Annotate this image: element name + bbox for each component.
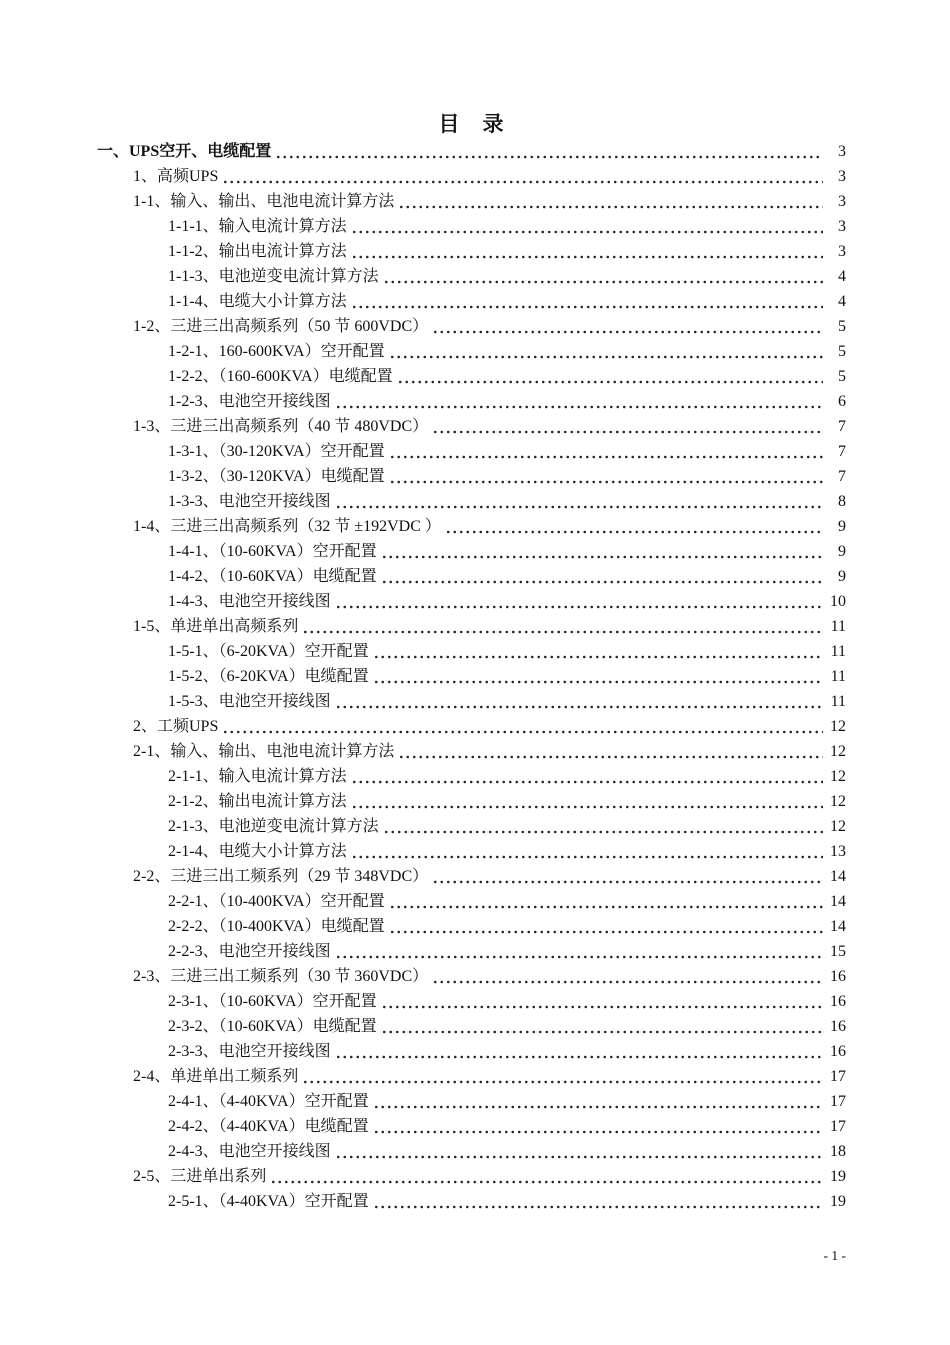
toc-entry-label: 1-1、输入、输出、电池电流计算方法	[133, 193, 395, 210]
dot-leader	[275, 155, 823, 159]
toc-entry-page: 3	[838, 143, 846, 160]
toc-entry	[97, 1189, 846, 1214]
toc-entry-label: 1-3-3、电池空开接线图	[168, 493, 331, 510]
dot-leader	[373, 680, 823, 684]
toc-entry-label: 2-2-2、（10-400KVA）电缆配置	[168, 918, 385, 935]
toc-entry-label: 1-3、三进三出高频系列（40 节 480VDC）	[133, 418, 429, 435]
toc-entry-page: 13	[830, 843, 846, 860]
toc-entry-label: 2-3-2、（10-60KVA）电缆配置	[168, 1018, 377, 1035]
toc-entry-label: 2-3-3、电池空开接线图	[168, 1043, 331, 1060]
toc-entry-label: 1-5、单进单出高频系列	[133, 618, 299, 635]
toc-entry	[97, 614, 846, 639]
toc-entry-page: 12	[830, 818, 846, 835]
dot-leader	[383, 830, 823, 834]
toc-entry	[97, 864, 846, 889]
dot-leader	[335, 705, 823, 709]
toc-entry-label: 1-5-1、（6-20KVA）空开配置	[168, 643, 369, 660]
dot-leader	[397, 380, 823, 384]
toc-entry-label: 1-5-2、（6-20KVA）电缆配置	[168, 668, 369, 685]
dot-leader	[302, 1080, 823, 1084]
dot-leader	[270, 1180, 823, 1184]
toc-entry-page: 9	[838, 543, 846, 560]
toc-entry	[97, 939, 846, 964]
toc-entry	[97, 564, 846, 589]
toc-entry-label: 1-4-2、（10-60KVA）电缆配置	[168, 568, 377, 585]
toc-entry-page: 19	[830, 1168, 846, 1185]
toc-entry	[97, 489, 846, 514]
toc-entry-label: 2、工频UPS	[133, 718, 219, 735]
toc-entry-page: 4	[838, 293, 846, 310]
toc-entry	[97, 264, 846, 289]
dot-leader	[373, 1205, 823, 1209]
dot-leader	[389, 455, 823, 459]
toc-entry-page: 7	[838, 443, 846, 460]
toc-entry-page: 17	[830, 1118, 846, 1135]
dot-leader	[373, 1105, 823, 1109]
dot-leader	[432, 430, 823, 434]
dot-leader	[351, 255, 823, 259]
dot-leader	[351, 855, 823, 859]
toc-entry-page: 5	[838, 318, 846, 335]
toc-entry	[97, 164, 846, 189]
toc-entry-label: 2-5、三进单出系列	[133, 1168, 267, 1185]
toc-entry-page: 9	[838, 518, 846, 535]
toc-entry-page: 12	[830, 793, 846, 810]
toc-entry	[97, 389, 846, 414]
toc-entry-label: 1-5-3、电池空开接线图	[168, 693, 331, 710]
toc-entry-page: 12	[830, 718, 846, 735]
toc-entry-label: 1、高频UPS	[133, 168, 219, 185]
toc-entry-label: 2-3、三进三出工频系列（30 节 360VDC）	[133, 968, 429, 985]
toc-entry-page: 16	[830, 1018, 846, 1035]
dot-leader	[381, 1030, 823, 1034]
toc-entry	[97, 764, 846, 789]
toc-entry	[97, 1064, 846, 1089]
toc-entry-page: 3	[838, 218, 846, 235]
toc-entry	[97, 739, 846, 764]
dot-leader	[389, 355, 823, 359]
toc-entry-label: 2-4-3、电池空开接线图	[168, 1143, 331, 1160]
toc-entry-page: 17	[830, 1068, 846, 1085]
toc-entry-label: 1-4-1、（10-60KVA）空开配置	[168, 543, 377, 560]
toc-entry-label: 2-4、单进单出工频系列	[133, 1068, 299, 1085]
toc-entry-page: 7	[838, 468, 846, 485]
toc-entry	[97, 814, 846, 839]
toc-entry-label: 1-2-1、160-600KVA）空开配置	[168, 343, 385, 360]
toc-entry-page: 12	[830, 743, 846, 760]
dot-leader	[335, 955, 823, 959]
dot-leader	[335, 1155, 823, 1159]
toc-entry-label: 2-1、输入、输出、电池电流计算方法	[133, 743, 395, 760]
dot-leader	[335, 1055, 823, 1059]
toc-entry-page: 4	[838, 268, 846, 285]
toc-entry-page: 6	[838, 393, 846, 410]
toc-entry	[97, 1089, 846, 1114]
toc-entry-page: 17	[830, 1093, 846, 1110]
dot-leader	[432, 880, 823, 884]
dot-leader	[335, 605, 823, 609]
toc-entry	[97, 1014, 846, 1039]
toc-entry-label: 1-2、三进三出高频系列（50 节 600VDC）	[133, 318, 429, 335]
toc-entry-label: 1-3-2、（30-120KVA）电缆配置	[168, 468, 385, 485]
toc-entry-label: 2-1-3、电池逆变电流计算方法	[168, 818, 379, 835]
toc-entry-label: 2-3-1、（10-60KVA）空开配置	[168, 993, 377, 1010]
toc-entry	[97, 514, 846, 539]
toc-entry	[97, 989, 846, 1014]
dot-leader	[432, 330, 823, 334]
toc-entry-page: 11	[830, 618, 846, 635]
toc-entry-label: 1-4-3、电池空开接线图	[168, 593, 331, 610]
toc-entry-label: 2-2-1、（10-400KVA）空开配置	[168, 893, 385, 910]
toc-entry	[97, 439, 846, 464]
toc-entry-page: 9	[838, 568, 846, 585]
dot-leader	[381, 1005, 823, 1009]
toc-entry-page: 19	[830, 1193, 846, 1210]
toc-entry-page: 16	[830, 993, 846, 1010]
toc-entry-label: 1-1-2、输出电流计算方法	[168, 243, 347, 260]
dot-leader	[351, 780, 823, 784]
toc-entry-page: 8	[838, 493, 846, 510]
toc-entry-label: 2-4-2、（4-40KVA）电缆配置	[168, 1118, 369, 1135]
toc-entry-label: 2-1-1、输入电流计算方法	[168, 768, 347, 785]
page-number-footer: - 1 -	[823, 1248, 846, 1263]
toc-entry-page: 7	[838, 418, 846, 435]
toc-entry	[97, 689, 846, 714]
toc-entry	[97, 464, 846, 489]
dot-leader	[373, 655, 823, 659]
toc-entry-label: 1-1-4、电缆大小计算方法	[168, 293, 347, 310]
dot-leader	[398, 205, 823, 209]
toc-entry-label: 2-2、三进三出工频系列（29 节 348VDC）	[133, 868, 429, 885]
toc-entry	[97, 239, 846, 264]
toc-entry	[97, 1114, 846, 1139]
toc-entry	[97, 139, 846, 164]
toc-entry	[97, 189, 846, 214]
toc-entry	[97, 1164, 846, 1189]
toc-entry-page: 3	[838, 243, 846, 260]
toc-entry-page: 3	[838, 193, 846, 210]
toc-list	[0, 139, 950, 1214]
toc-entry	[97, 664, 846, 689]
toc-entry	[97, 914, 846, 939]
dot-leader	[398, 755, 823, 759]
toc-entry-label: 2-5-1、（4-40KVA）空开配置	[168, 1193, 369, 1210]
toc-entry	[97, 714, 846, 739]
toc-entry	[97, 1039, 846, 1064]
toc-entry-label: 1-3-1、（30-120KVA）空开配置	[168, 443, 385, 460]
dot-leader	[351, 230, 823, 234]
toc-entry-page: 10	[830, 593, 846, 610]
dot-leader	[445, 530, 823, 534]
toc-entry-page: 11	[830, 643, 846, 660]
toc-entry-label: 2-4-1、（4-40KVA）空开配置	[168, 1093, 369, 1110]
dot-leader	[351, 805, 823, 809]
toc-entry-label: 一、UPS空开、电缆配置	[97, 143, 272, 160]
toc-entry-page: 14	[830, 893, 846, 910]
toc-entry	[97, 339, 846, 364]
toc-entry-label: 1-4、三进三出高频系列（32 节 ±192VDC ）	[133, 518, 441, 535]
toc-entry-page: 18	[830, 1143, 846, 1160]
toc-entry	[97, 364, 846, 389]
dot-leader	[302, 630, 823, 634]
toc-entry	[97, 214, 846, 239]
dot-leader	[335, 405, 823, 409]
toc-entry-label: 1-2-2、（160-600KVA）电缆配置	[168, 368, 393, 385]
toc-entry	[97, 789, 846, 814]
dot-leader	[383, 280, 823, 284]
dot-leader	[373, 1130, 823, 1134]
toc-entry-label: 1-1-1、输入电流计算方法	[168, 218, 347, 235]
toc-entry	[97, 1139, 846, 1164]
dot-leader	[381, 555, 823, 559]
toc-entry-page: 16	[830, 968, 846, 985]
toc-entry-page: 11	[830, 693, 846, 710]
toc-entry	[97, 539, 846, 564]
toc-entry-page: 3	[838, 168, 846, 185]
toc-entry	[97, 314, 846, 339]
dot-leader	[351, 305, 823, 309]
toc-entry	[97, 839, 846, 864]
toc-entry-page: 14	[830, 918, 846, 935]
toc-entry	[97, 889, 846, 914]
toc-entry	[97, 589, 846, 614]
toc-entry-page: 5	[838, 343, 846, 360]
dot-leader	[381, 580, 823, 584]
toc-entry-page: 5	[838, 368, 846, 385]
dot-leader	[389, 930, 823, 934]
dot-leader	[432, 980, 823, 984]
dot-leader	[389, 905, 823, 909]
toc-entry-label: 2-1-2、输出电流计算方法	[168, 793, 347, 810]
toc-entry-label: 2-2-3、电池空开接线图	[168, 943, 331, 960]
toc-entry	[97, 639, 846, 664]
toc-entry-label: 1-1-3、电池逆变电流计算方法	[168, 268, 379, 285]
dot-leader	[222, 180, 823, 184]
toc-title: 目 录	[438, 112, 505, 136]
dot-leader	[222, 730, 823, 734]
toc-entry-page: 12	[830, 768, 846, 785]
toc-entry-page: 14	[830, 868, 846, 885]
dot-leader	[389, 480, 823, 484]
dot-leader	[335, 505, 823, 509]
toc-entry-page: 16	[830, 1043, 846, 1060]
toc-entry-label: 2-1-4、电缆大小计算方法	[168, 843, 347, 860]
toc-entry	[97, 414, 846, 439]
toc-entry	[97, 289, 846, 314]
toc-entry	[97, 964, 846, 989]
toc-entry-page: 15	[830, 943, 846, 960]
toc-entry-page: 11	[830, 668, 846, 685]
toc-entry-label: 1-2-3、电池空开接线图	[168, 393, 331, 410]
